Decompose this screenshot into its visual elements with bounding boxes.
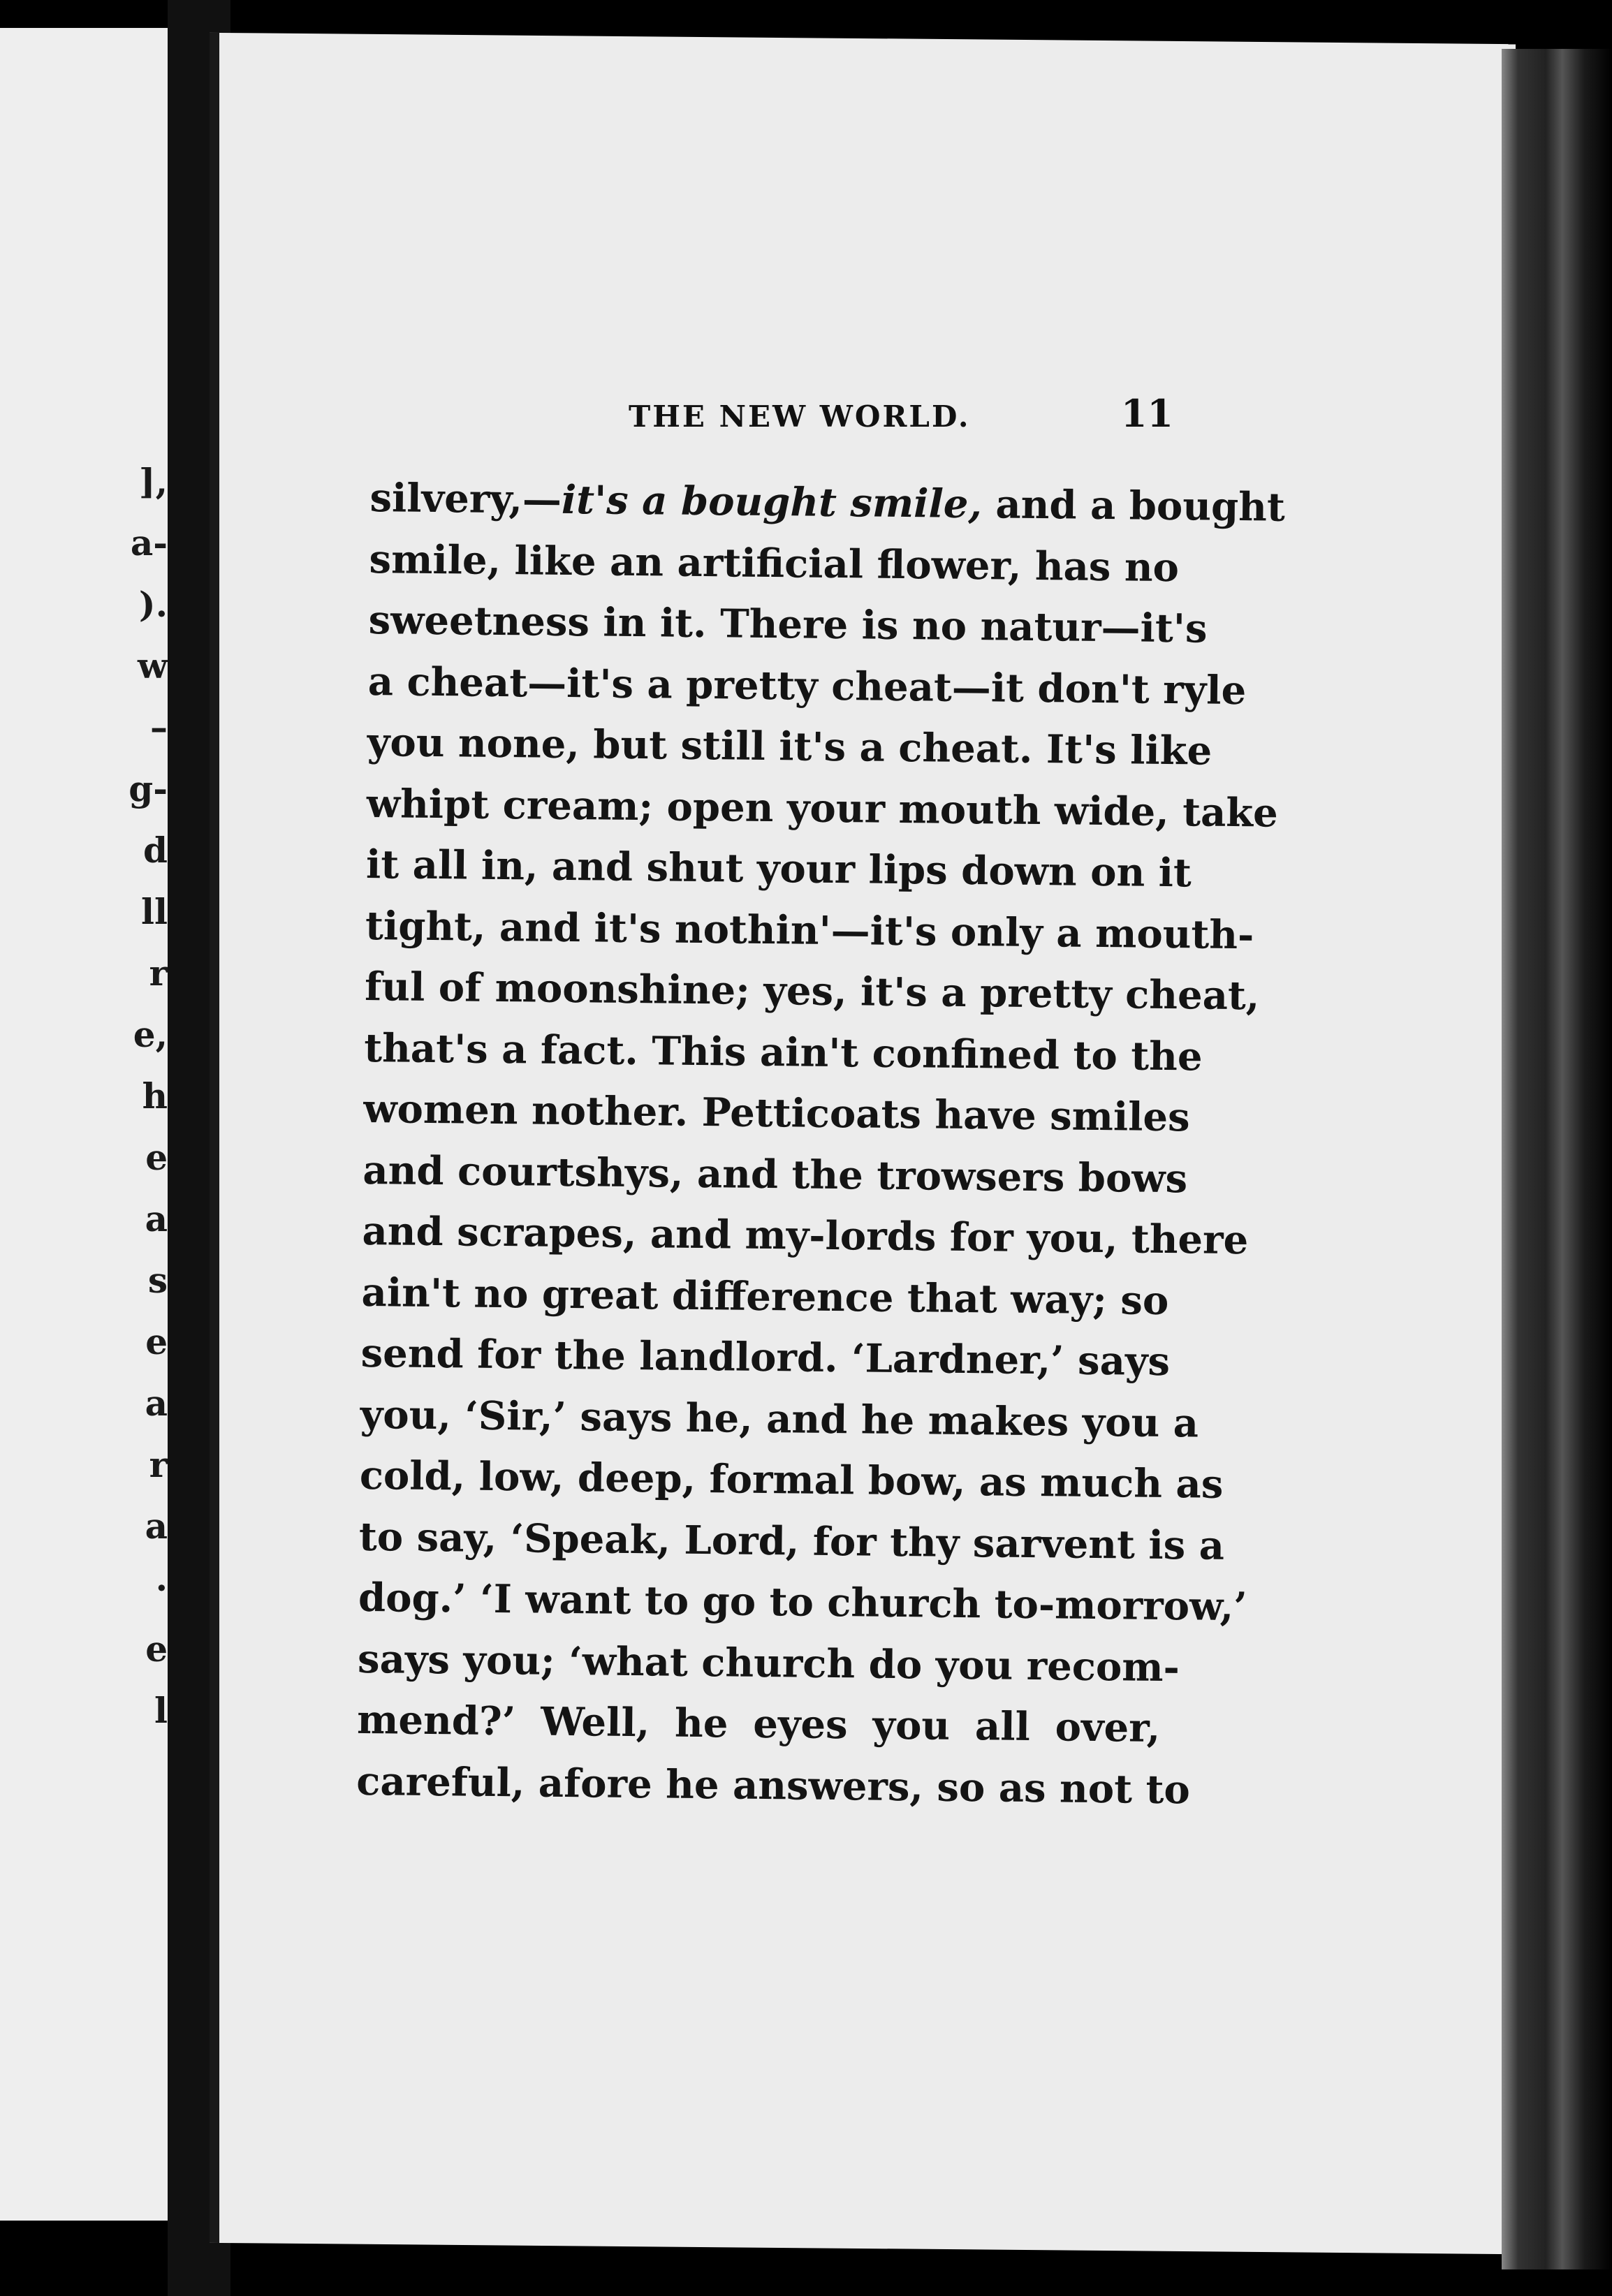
text-line: ful of moonshine; yes, it's a pretty cheat, — [364, 963, 1260, 1020]
text-line: and courtshys, and the trowsers bows — [362, 1147, 1188, 1202]
left-page-fragment: a — [145, 1198, 168, 1239]
text-span: and a bought — [981, 481, 1286, 531]
left-page-fragment: e — [145, 1137, 168, 1178]
left-page-fragment: r — [149, 952, 168, 994]
text-line: women nother. Petticoats have smiles — [363, 1085, 1190, 1141]
left-page-fragment: h — [142, 1075, 168, 1117]
left-page-fragment: g- — [129, 768, 168, 809]
left-page-fragment: ll — [141, 891, 168, 932]
left-page-fragment: w — [137, 645, 168, 686]
left-page-fragment: ], — [138, 461, 168, 502]
left-page-fragment: a — [145, 1506, 168, 1547]
left-page-fragment: a — [145, 1383, 168, 1424]
text-line: whipt cream; open your mouth wide, take — [366, 780, 1279, 837]
left-page-fragment: e, — [133, 1014, 168, 1055]
text-line: that's a fact. This ain't confined to the — [363, 1024, 1203, 1080]
left-page-fragment: r — [149, 1444, 168, 1485]
text-line: it all in, and shut your lips down on it — [365, 841, 1192, 897]
text-line: mend?’ Well, he eyes you all over, — [356, 1696, 1161, 1751]
text-line: sweetness in it. There is no natur—it's — [368, 596, 1208, 652]
text-line: dog.’ ‘I want to go to church to-morrow,’ — [358, 1574, 1248, 1631]
text-line: you, ‘Sir,’ says he, and he makes you a — [360, 1391, 1199, 1446]
text-line: to say, ‘Speak, Lord, for thy sarvent is a — [358, 1513, 1225, 1569]
text-line: a cheat—it's a pretty cheat—it don't ryle — [367, 658, 1247, 714]
text-line: send for the landlord. ‘Lardner,’ says — [360, 1330, 1171, 1385]
page-header — [412, 391, 1173, 440]
text-line: says you; ‘what church do you recom- — [357, 1635, 1180, 1691]
text-span: silvery,— — [369, 474, 562, 523]
left-page-fragment: e — [145, 1628, 168, 1670]
text-line: tight, and it's nothin'—it's only a mouth- — [365, 902, 1254, 958]
page-number: 11 — [1120, 391, 1173, 436]
left-page-fragment: ). — [138, 584, 168, 625]
left-page-fragment: – — [150, 707, 168, 748]
left-page-fragment: s — [147, 1260, 168, 1301]
page-edge — [1502, 49, 1612, 2269]
left-page-fragment: l — [154, 1690, 168, 1731]
running-title: THE NEW WORLD. — [629, 399, 971, 434]
left-page-fragment: d — [143, 830, 168, 871]
text-line: careful, afore he answers, so as not to — [356, 1758, 1191, 1813]
left-page-fragment: a- — [130, 522, 168, 564]
text-line — [369, 468, 1286, 538]
text-line: you none, but still it's a cheat. It's like — [367, 719, 1212, 774]
text-line: ain't no great difference that way; so — [361, 1269, 1169, 1324]
left-page-fragment: · — [155, 1567, 168, 1608]
text-line: cold, low, deep, formal bow, as much as — [359, 1452, 1224, 1508]
text-line: and scrapes, and my-lords for you, there — [362, 1207, 1249, 1264]
text-line: smile, like an artificial flower, has no — [369, 536, 1180, 591]
italic-phrase: it's a bought smile, — [561, 476, 983, 528]
left-page-fragment: e — [145, 1321, 168, 1362]
body-text — [356, 468, 1286, 1820]
left-facing-page — [0, 28, 168, 2221]
